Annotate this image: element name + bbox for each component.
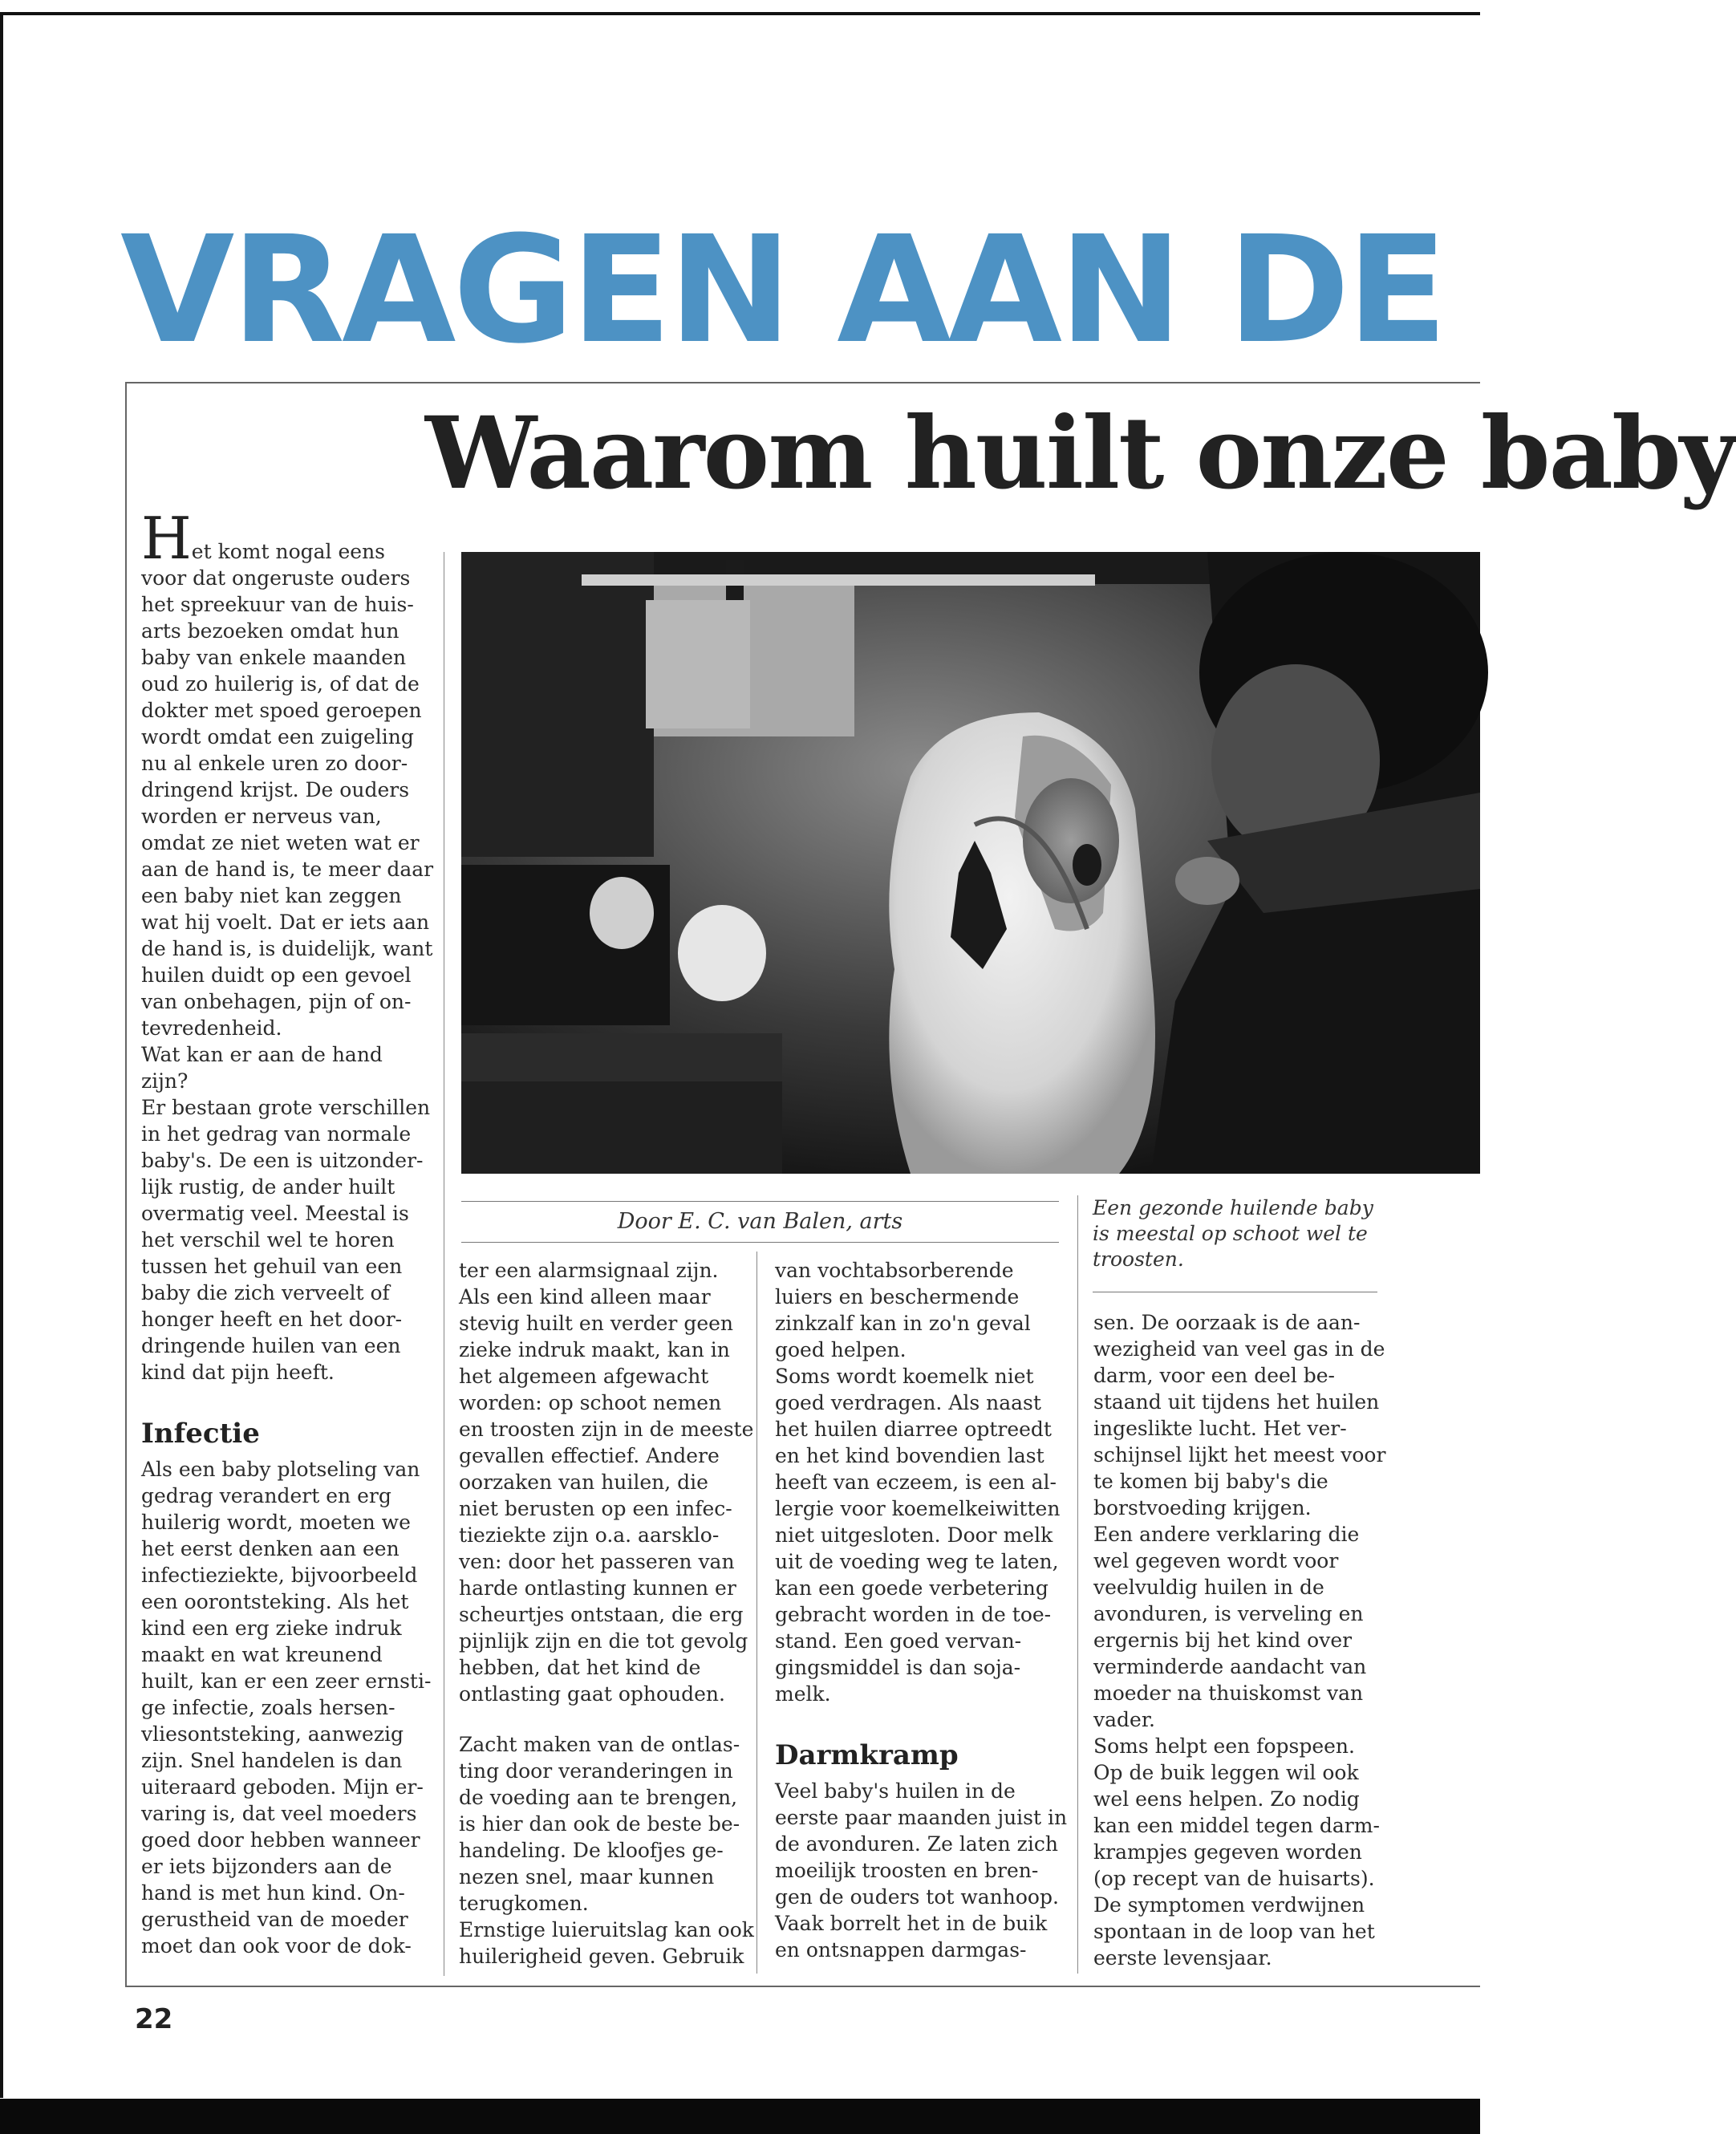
body-line: maakt en wat kreunend bbox=[141, 1643, 383, 1666]
body-line: Ernstige luieruitslag kan ook bbox=[459, 1918, 754, 1941]
body-line: tieziekte zijn o.a. aarsklo- bbox=[459, 1523, 720, 1547]
body-line: eerste paar maanden juist in bbox=[775, 1806, 1068, 1829]
body-line: vliesontsteking, aanwezig bbox=[141, 1722, 404, 1746]
intro-line: kind dat pijn heeft. bbox=[141, 1361, 335, 1384]
body-line: pijnlijk zijn en die tot gevolg bbox=[459, 1629, 748, 1653]
intro-line: baby's. De een is uitzonder- bbox=[141, 1149, 424, 1172]
caption-line: Een gezonde huilende baby bbox=[1093, 1196, 1373, 1219]
body-line: stevig huilt en verder geen bbox=[459, 1312, 734, 1335]
body-line: infectieziekte, bijvoorbeeld bbox=[141, 1564, 418, 1587]
intro-line: dokter met spoed geroepen bbox=[141, 699, 422, 722]
body-line: Soms helpt een fopspeen. bbox=[1093, 1734, 1355, 1758]
body-line: luiers en beschermende bbox=[775, 1285, 1020, 1308]
intro-line: tussen het gehuil van een bbox=[141, 1255, 403, 1278]
intro-line: aan de hand is, te meer daar bbox=[141, 858, 434, 881]
body-line: melk. bbox=[775, 1682, 831, 1706]
intro-line: zijn? bbox=[141, 1069, 189, 1093]
photo-caption bbox=[1093, 1195, 1373, 1272]
body-line: ge infectie, zoals hersen- bbox=[141, 1696, 395, 1719]
intro-line: nu al enkele uren zo door- bbox=[141, 752, 408, 775]
article-column-1 bbox=[141, 505, 434, 1959]
intro-line: dringende huilen van een bbox=[141, 1334, 401, 1357]
body-line: te komen bij baby's die bbox=[1093, 1470, 1328, 1493]
body-line: varing is, dat veel moeders bbox=[141, 1802, 417, 1825]
byline-rule-bottom bbox=[461, 1242, 1059, 1243]
body-line: het algemeen afgewacht bbox=[459, 1365, 709, 1388]
intro-line: omdat ze niet weten wat er bbox=[141, 831, 420, 854]
body-line: uiteraard geboden. Mijn er- bbox=[141, 1775, 424, 1799]
scan-border-bottom bbox=[0, 2099, 1480, 2134]
body-line: gevallen effectief. Andere bbox=[459, 1444, 720, 1467]
body-line: wezigheid van veel gas in de bbox=[1093, 1337, 1385, 1361]
body-line: ergernis bij het kind over bbox=[1093, 1629, 1353, 1652]
body-line: ingeslikte lucht. Het ver- bbox=[1093, 1417, 1347, 1440]
paragraph-gap bbox=[141, 1385, 433, 1410]
body-line: een oorontsteking. Als het bbox=[141, 1590, 409, 1613]
intro-line: baby van enkele maanden bbox=[141, 646, 407, 669]
intro-line: tevredenheid. bbox=[141, 1016, 282, 1040]
body-line: avonduren, is verveling en bbox=[1093, 1602, 1364, 1625]
body-line: en ontsnappen darmgas- bbox=[775, 1938, 1027, 1962]
body-line: eerste levensjaar. bbox=[1093, 1946, 1272, 1970]
body-line: heeft van eczeem, is een al- bbox=[775, 1471, 1057, 1494]
body-line: scheurtjes ontstaan, die erg bbox=[459, 1603, 744, 1626]
body-line: spontaan in de loop van het bbox=[1093, 1920, 1375, 1943]
body-line: er iets bijzonders aan de bbox=[141, 1855, 392, 1878]
column-rule-2 bbox=[756, 1252, 757, 1974]
body-line: goed verdragen. Als naast bbox=[775, 1391, 1041, 1414]
body-line: hebben, dat het kind de bbox=[459, 1656, 701, 1679]
body-line: niet uitgesloten. Door melk bbox=[775, 1523, 1053, 1547]
body-line: ven: door het passeren van bbox=[459, 1550, 735, 1573]
body-line: huilt, kan er een zeer ernsti- bbox=[141, 1669, 432, 1693]
intro-line: wordt omdat een zuigeling bbox=[141, 725, 414, 749]
page-number: 22 bbox=[135, 2003, 173, 2035]
body-line: goed helpen. bbox=[775, 1338, 907, 1361]
intro-line: Wat kan er aan de hand bbox=[141, 1043, 383, 1066]
body-line: moeder na thuiskomst van bbox=[1093, 1682, 1364, 1705]
body-line: stand. Een goed vervan- bbox=[775, 1629, 1022, 1653]
body-line: schijnsel lijkt het meest voor bbox=[1093, 1443, 1386, 1467]
body-line: worden: op schoot nemen bbox=[459, 1391, 722, 1414]
body-line: Zacht maken van de ontlas- bbox=[459, 1733, 740, 1756]
body-line: wel eens helpen. Zo nodig bbox=[1093, 1787, 1360, 1811]
body-line: is hier dan ook de beste be- bbox=[459, 1812, 740, 1836]
intro-line: voor dat ongeruste ouders bbox=[141, 566, 411, 590]
body-line: harde ontlasting kunnen er bbox=[459, 1576, 736, 1600]
intro-line: oud zo huilerig is, of dat de bbox=[141, 672, 420, 696]
body-line: Als een kind alleen maar bbox=[459, 1285, 711, 1308]
body-line: zieke indruk maakt, kan in bbox=[459, 1338, 730, 1361]
section-heading-infectie: Infectie bbox=[141, 1418, 260, 1450]
body-line: ting door veranderingen in bbox=[459, 1759, 733, 1783]
body-line: de voeding aan te brengen, bbox=[459, 1786, 738, 1809]
intro-line: wat hij voelt. Dat er iets aan bbox=[141, 911, 430, 934]
body-line: Soms wordt koemelk niet bbox=[775, 1365, 1034, 1388]
intro-line: van onbehagen, pijn of on- bbox=[141, 990, 412, 1013]
body-line: oorzaken van huilen, die bbox=[459, 1471, 708, 1494]
body-line: van vochtabsorberende bbox=[775, 1259, 1014, 1282]
column-rule-3 bbox=[1077, 1195, 1078, 1974]
article-box-bottom-rule bbox=[125, 1986, 1480, 1987]
intro-line: arts bezoeken omdat hun bbox=[141, 619, 400, 643]
body-line: huilerig wordt, moeten we bbox=[141, 1511, 411, 1534]
body-line: en troosten zijn in de meeste bbox=[459, 1418, 754, 1441]
intro-line: in het gedrag van normale bbox=[141, 1122, 412, 1146]
body-line: handeling. De kloofjes ge- bbox=[459, 1839, 724, 1862]
body-line: moet dan ook voor de dok- bbox=[141, 1934, 412, 1958]
body-line: wel gegeven wordt voor bbox=[1093, 1549, 1339, 1572]
body-line: en het kind bovendien last bbox=[775, 1444, 1044, 1467]
byline: Door E. C. van Balen, arts bbox=[617, 1209, 903, 1234]
intro-line: dringend krijst. De ouders bbox=[141, 778, 410, 801]
article-headline: Waarom huilt onze baby bbox=[425, 396, 1736, 512]
body-line: uit de voeding weg te laten, bbox=[775, 1550, 1059, 1573]
body-line: gen de ouders tot wanhoop. bbox=[775, 1885, 1059, 1909]
intro-line: worden er nerveus van, bbox=[141, 805, 382, 828]
body-line: goed door hebben wanneer bbox=[141, 1828, 420, 1852]
body-line: Veel baby's huilen in de bbox=[775, 1779, 1016, 1803]
body-line: gedrag verandert en erg bbox=[141, 1484, 391, 1507]
body-line: veelvuldig huilen in de bbox=[1093, 1576, 1324, 1599]
scan-border-top bbox=[0, 12, 1480, 15]
body-line: huilerigheid geven. Gebruik bbox=[459, 1945, 744, 1968]
article-column-4 bbox=[1093, 1309, 1385, 1971]
body-line: het eerst denken aan een bbox=[141, 1537, 400, 1560]
body-line: borstvoeding krijgen. bbox=[1093, 1496, 1312, 1519]
body-line: zijn. Snel handelen is dan bbox=[141, 1749, 403, 1772]
body-line: terugkomen. bbox=[459, 1892, 589, 1915]
body-line: darm, voor een deel be- bbox=[1093, 1364, 1336, 1387]
section-kicker: VRAGEN AAN DE bbox=[120, 205, 1445, 376]
intro-line: Het komt nogal eens bbox=[141, 505, 386, 572]
intro-line: huilen duidt op een gevoel bbox=[141, 964, 412, 987]
body-line: zinkzalf kan in zo'n geval bbox=[775, 1312, 1031, 1335]
caption-line: troosten. bbox=[1093, 1248, 1184, 1271]
body-line: moeilijk troosten en bren- bbox=[775, 1859, 1039, 1882]
drop-cap: H bbox=[141, 505, 192, 572]
body-line: ontlasting gaat ophouden. bbox=[459, 1682, 725, 1706]
body-line: kan een goede verbetering bbox=[775, 1576, 1048, 1600]
scan-border-left bbox=[0, 12, 3, 2098]
body-line: verminderde aandacht van bbox=[1093, 1655, 1367, 1678]
body-line: ter een alarmsignaal zijn. bbox=[459, 1259, 719, 1282]
body-line: De symptomen verdwijnen bbox=[1093, 1893, 1365, 1917]
body-line: niet berusten op een infec- bbox=[459, 1497, 732, 1520]
body-line: het huilen diarree optreedt bbox=[775, 1418, 1052, 1441]
article-column-2 bbox=[459, 1257, 754, 1970]
intro-line: Er bestaan grote verschillen bbox=[141, 1096, 431, 1119]
paragraph-gap bbox=[775, 1707, 1067, 1731]
intro-line: honger heeft en het door- bbox=[141, 1308, 403, 1331]
body-line: Als een baby plotseling van bbox=[141, 1458, 420, 1481]
intro-line: baby die zich verveelt of bbox=[141, 1281, 390, 1304]
body-line: kind een erg zieke indruk bbox=[141, 1617, 402, 1640]
body-line: gerustheid van de moeder bbox=[141, 1908, 408, 1931]
paragraph-gap bbox=[459, 1707, 754, 1731]
article-column-3 bbox=[775, 1257, 1067, 1963]
intro-line: het verschil wel te horen bbox=[141, 1228, 395, 1252]
body-line: krampjes gegeven worden bbox=[1093, 1840, 1362, 1864]
intro-line: de hand is, is duidelijk, want bbox=[141, 937, 433, 960]
body-line: Een andere verklaring die bbox=[1093, 1523, 1360, 1546]
article-box-left-rule bbox=[125, 382, 127, 1986]
intro-line: overmatig veel. Meestal is bbox=[141, 1202, 409, 1225]
caption-line: is meestal op schoot wel te bbox=[1093, 1222, 1368, 1245]
photo-mother-holding-crying-baby-icon bbox=[461, 552, 1480, 1174]
article-box-top-rule bbox=[125, 382, 1480, 383]
body-line: hand is met hun kind. On- bbox=[141, 1881, 405, 1905]
body-line: Vaak borrelt het in de buik bbox=[775, 1912, 1048, 1935]
body-line: de avonduren. Ze laten zich bbox=[775, 1832, 1058, 1856]
body-line: staand uit tijdens het huilen bbox=[1093, 1390, 1380, 1414]
body-line: lergie voor koemelkeiwitten bbox=[775, 1497, 1061, 1520]
section-heading-darmkramp: Darmkramp bbox=[775, 1739, 959, 1771]
body-line: gebracht worden in de toe- bbox=[775, 1603, 1052, 1626]
body-line: (op recept van de huisarts). bbox=[1093, 1867, 1375, 1890]
body-line: kan een middel tegen darm- bbox=[1093, 1814, 1380, 1837]
body-line: vader. bbox=[1093, 1708, 1155, 1731]
body-line: gingsmiddel is dan soja- bbox=[775, 1656, 1021, 1679]
intro-line: lijk rustig, de ander huilt bbox=[141, 1175, 395, 1199]
intro-line: een baby niet kan zeggen bbox=[141, 884, 402, 907]
body-line: sen. De oorzaak is de aan- bbox=[1093, 1311, 1361, 1334]
body-line: Op de buik leggen wil ook bbox=[1093, 1761, 1359, 1784]
byline-rule-top bbox=[461, 1201, 1059, 1202]
body-line: nezen snel, maar kunnen bbox=[459, 1865, 715, 1889]
intro-line: het spreekuur van de huis- bbox=[141, 593, 414, 616]
article-photo bbox=[461, 552, 1480, 1174]
